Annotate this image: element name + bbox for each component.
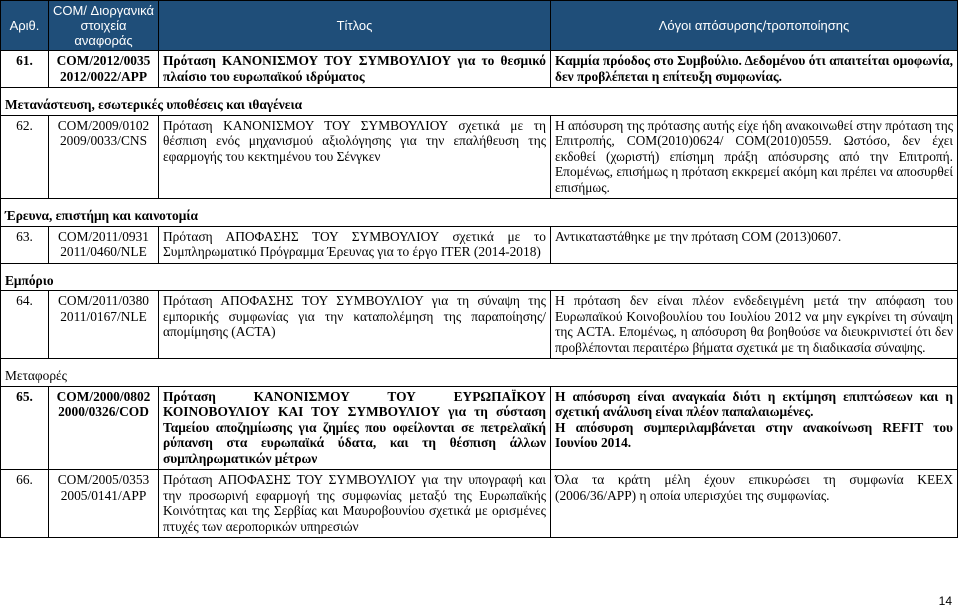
table-row <box>1 226 958 263</box>
row-title: Πρόταση ΚΑΝΟΝΙΣΜΟΥ ΤΟΥ ΣΥΜΒΟΥΛΙΟΥ για το θεσμικό πλαίσιο του ευρωπαϊκού ιδρύματος <box>159 51 551 88</box>
row-title: Πρόταση ΑΠΟΦΑΣΗΣ ΤΟΥ ΣΥΜΒΟΥΛΙΟΥ σχετικά με το Συμπληρωματικό Πρόγραμμα Έρευνας για το έργο ITER (2014-2018) <box>159 226 551 263</box>
header-com-reference: COM/ Διοργανικά στοιχεία αναφοράς <box>49 1 159 51</box>
table-header-row <box>1 1 958 51</box>
row-title: Πρόταση ΚΑΝΟΝΙΣΜΟΥ ΤΟΥ ΕΥΡΩΠΑΪΚΟΥ ΚΟΙΝΟΒΟΥΛΙΟΥ ΚΑΙ ΤΟΥ ΣΥΜΒΟΥΛΙΟΥ για τη σύσταση Ταμείου αποζημίωσης για ζημίες που οφείλονται σε πετρελαϊκή ρύπανση στα ευρωπαϊκά ύδατα, και τη θέσπιση άλλων συμπληρωματικών μέτρων <box>159 386 551 470</box>
row-number: 66. <box>1 470 49 538</box>
section-heading-research: Έρευνα, επιστήμη και καινοτομία <box>1 199 958 227</box>
row-number: 64. <box>1 291 49 359</box>
section-heading-migration: Μετανάστευση, εσωτερικές υποθέσεις και ιθαγένεια <box>1 88 958 116</box>
table-row <box>1 51 958 88</box>
row-title: Πρόταση ΑΠΟΦΑΣΗΣ ΤΟΥ ΣΥΜΒΟΥΛΙΟΥ για την υπογραφή και την προσωρινή εφαρμογή της συμφωνίας μεταξύ της Ευρωπαϊκής Κοινότητας και της Σερβίας και Μαυροβουνίου σχετικά με ορισμένες πτυχές των αεροπορικών υπηρεσιών <box>159 470 551 538</box>
row-com-reference: COM/2000/0802 2000/0326/COD <box>49 386 159 470</box>
section-heading-trade: Εμπόριο <box>1 263 958 291</box>
row-number: 61. <box>1 51 49 88</box>
header-title: Τίτλος <box>159 1 551 51</box>
row-reason: Η απόσυρση της πρότασης αυτής είχε ήδη ανακοινωθεί στην πρόταση της Επιτροπής, COM(2010)0624/ COM(2010)0559. Ωστόσο, δεν έχει εκδοθεί (χωριστή) επίσημη πράξη απόσυρσης από την Επιτροπή. Επομένως, επισήμως η πρόταση εκκρεμεί ακόμη και πρέπει να αποσυρθεί επισήμως. <box>551 115 958 199</box>
table-row <box>1 115 958 199</box>
row-number: 62. <box>1 115 49 199</box>
row-com-reference: COM/2011/0380 2011/0167/NLE <box>49 291 159 359</box>
header-reasons: Λόγοι απόσυρσης/τροποποίησης <box>551 1 958 51</box>
section-heading-transport: Μεταφορές <box>1 359 958 387</box>
row-com-reference: COM/2009/0102 2009/0033/CNS <box>49 115 159 199</box>
row-com-reference: COM/2012/0035 2012/0022/APP <box>49 51 159 88</box>
row-reason: Αντικαταστάθηκε με την πρόταση COM (2013)0607. <box>551 226 958 263</box>
row-reason: Όλα τα κράτη μέλη έχουν επικυρώσει τη συμφωνία ΚΕΕΧ (2006/36/APP) η οποία υπερισχύει της συμφωνίας. <box>551 470 958 538</box>
table-row <box>1 470 958 538</box>
row-com-reference: COM/2011/0931 2011/0460/NLE <box>49 226 159 263</box>
row-reason: Η απόσυρση είναι αναγκαία διότι η εκτίμηση επιπτώσεων και η σχετική ανάλυση είναι πλέον παπαλαιωμένες. Η απόσυρση συμπεριλαμβάνεται στην ανακοίνωση REFIT του Ιουνίου 2014. <box>551 386 958 470</box>
row-reason: Καμμία πρόοδος στο Συμβούλιο. Δεδομένου ότι απαιτείται ομοφωνία, δεν προβλέπεται η επίτευξη συμφωνίας. <box>551 51 958 88</box>
row-com-reference: COM/2005/0353 2005/0141/APP <box>49 470 159 538</box>
row-title: Πρόταση ΚΑΝΟΝΙΣΜΟΥ ΤΟΥ ΣΥΜΒΟΥΛΙΟΥ σχετικά με τη θέσπιση ενός μηχανισμού αξιολόγησης για την επαλήθευση της εφαρμογής του κεκτημένου του Σένγκεν <box>159 115 551 199</box>
row-title: Πρόταση ΑΠΟΦΑΣΗΣ ΤΟΥ ΣΥΜΒΟΥΛΙΟΥ για τη σύναψη της εμπορικής συμφωνίας για την καταπολέμηση της παραποίησης/απομίμησης (ACTA) <box>159 291 551 359</box>
row-number: 63. <box>1 226 49 263</box>
row-reason: Η πρόταση δεν είναι πλέον ενδεδειγμένη μετά την απόφαση του Ευρωπαϊκού Κοινοβουλίου του Ιουλίου 2012 να μην εγκρίνει τη σύναψη της ACTA. Επομένως, η απόσυρση θα βοηθούσε να διευκρινιστεί ότι δεν προβλέπονται περαιτέρω βήματα σχετικά με τη διαδικασία σύναψης. <box>551 291 958 359</box>
page-number: 14 <box>938 594 952 608</box>
row-number: 65. <box>1 386 49 470</box>
table-row <box>1 386 958 470</box>
header-number: Αριθ. <box>1 1 49 51</box>
table-row <box>1 291 958 359</box>
